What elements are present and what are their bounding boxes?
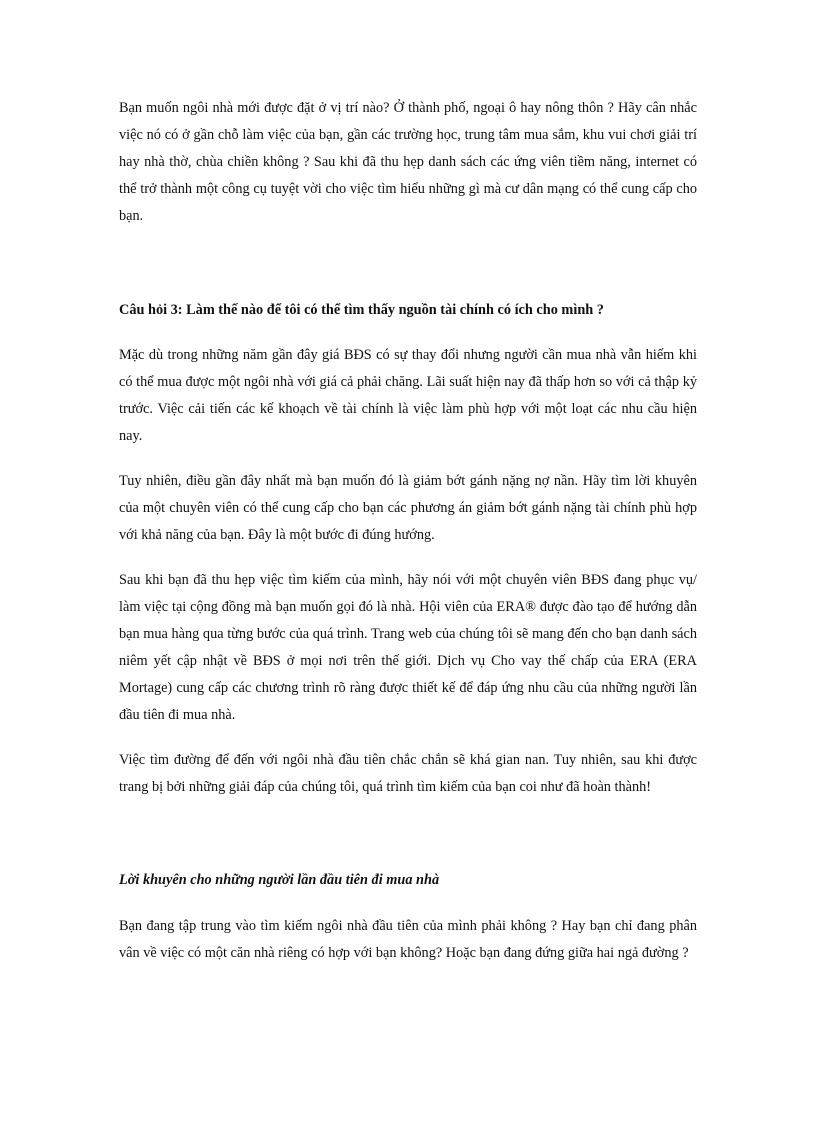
paragraph-prices: Mặc dù trong những năm gần đây giá BĐS có sự thay đổi nhưng người cần mua nhà vẫn hiếm khi có thể mua được một ngôi nhà với giá cả phải chăng. Lãi suất hiện nay đã thấp hơn so với cả thập kỷ trước. Việc cải tiến các kế khoạch về tài chính là việc làm phù hợp với một loạt các nhu cầu hiện nay. — [119, 347, 697, 444]
heading-question-3: Câu hỏi 3: Làm thế nào để tôi có thể tìm thấy nguồn tài chính có ích cho mình ? — [119, 302, 604, 318]
paragraph-first-home: Bạn đang tập trung vào tìm kiếm ngôi nhà đầu tiên của mình phải không ? Hay bạn chỉ đang phân vân về việc có một căn nhà riêng có hợp với bạn không? Hoặc bạn đang đứng giữa hai ngả đường ? — [119, 918, 697, 961]
paragraph-debt-advice: Tuy nhiên, điều gần đây nhất mà bạn muốn đó là giảm bớt gánh nặng nợ nần. Hãy tìm lời khuyên của một chuyên viên có thể cung cấp cho bạn các phương án giảm bớt gánh nặng tài chính phù hợp với khả năng của bạn. Đây là một bước đi đúng hướng. — [119, 473, 697, 543]
paragraph-location: Bạn muốn ngôi nhà mới được đặt ở vị trí nào? Ở thành phố, ngoại ô hay nông thôn ? Hãy cân nhắc việc nó có ở gần chỗ làm việc của bạn, gần các trường học, trung tâm mua sắm, khu vui chơi giải trí hay nhà thờ, chùa chiền không ? Sau khi đã thu hẹp danh sách các ứng viên tiềm năng, internet có thể trở thành một công cụ tuyệt vời cho việc tìm hiểu những gì mà cư dân mạng có thể cung cấp cho bạn. — [119, 100, 697, 224]
heading-first-time-buyer-advice: Lời khuyên cho những người lần đầu tiên đi mua nhà — [119, 872, 440, 888]
paragraph-era-agents: Sau khi bạn đã thu hẹp việc tìm kiếm của mình, hãy nói với một chuyên viên BĐS đang phục vụ/ làm việc tại cộng đồng mà bạn muốn gọi đó là nhà. Hội viên của ERA® được đào tạo để hướng dẫn bạn mua hàng qua từng bước của quá trình. Trang web của chúng tôi sẽ mang đến cho bạn danh sách niêm yết cập nhật về BĐS ở mọi nơi trên thế giới. Dịch vụ Cho vay thế chấp của ERA (ERA Mortage) cung cấp các chương trình rõ ràng được thiết kế để đáp ứng nhu cầu của những người lần đầu tiên đi mua nhà. — [119, 572, 697, 723]
document-page — [119, 95, 697, 967]
paragraph-conclusion: Việc tìm đường để đến với ngôi nhà đầu tiên chắc chắn sẽ khá gian nan. Tuy nhiên, sau khi được trang bị bởi những giải đáp của chúng tôi, quá trình tìm kiếm của bạn coi như đã hoàn thành! — [119, 752, 697, 795]
